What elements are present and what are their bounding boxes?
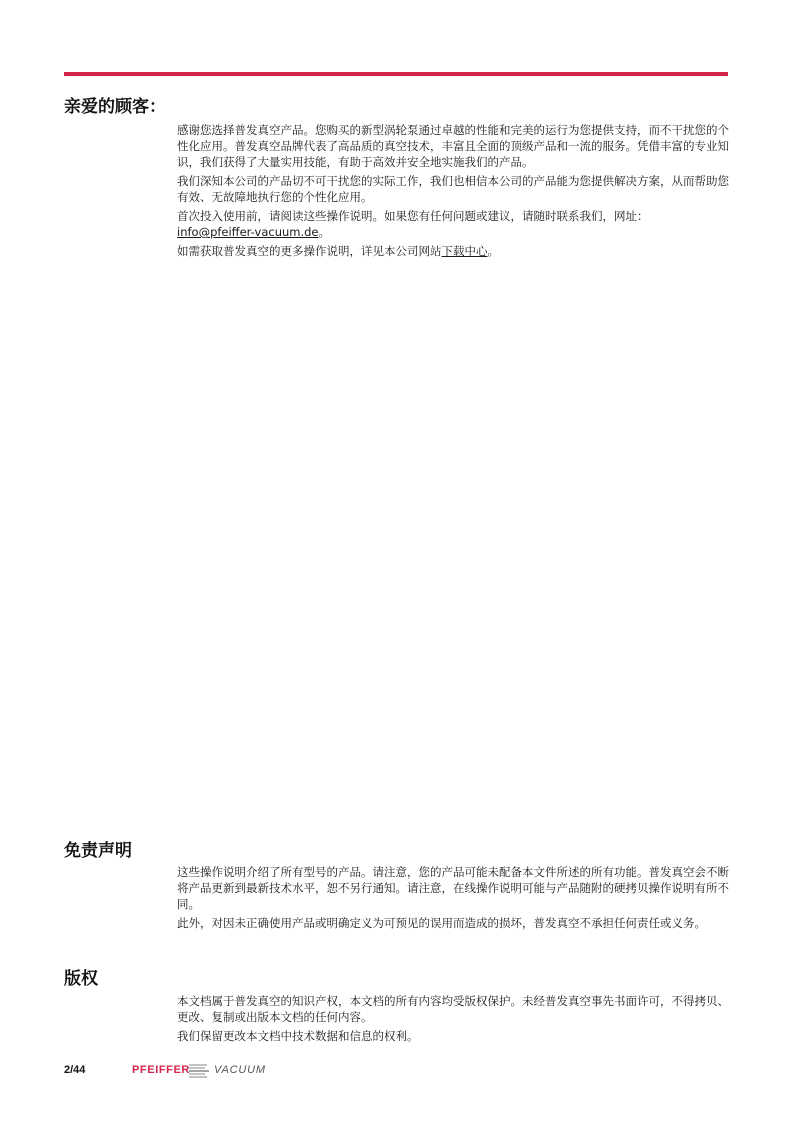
top-accent-rule — [64, 72, 728, 76]
contact-paragraph — [177, 208, 729, 240]
welcome-heading: 亲爱的顾客： — [64, 97, 166, 117]
copyright-heading: 版权 — [64, 969, 98, 989]
logo-swoosh-icon — [187, 1063, 211, 1079]
download-paragraph — [177, 243, 729, 259]
disclaimer-paragraph: 此外，对因未正确使用产品或明确定义为可预见的误用而造成的损坏，普发真空不承担任何责任或义务。 — [177, 916, 706, 930]
disclaimer-body — [177, 864, 729, 934]
contact-text: 首次投入使用前，请阅读这些操作说明。如果您有任何问题或建议，请随时联系我们，网址： — [177, 209, 649, 223]
welcome-body — [177, 122, 729, 262]
logo-wordmark-left: PFEIFFER — [132, 1064, 190, 1076]
welcome-paragraph: 我们深知本公司的产品切不可干扰您的实际工作，我们也相信本公司的产品能为您提供解决方案，从而帮助您有效、无故障地执行您的个性化应用。 — [177, 174, 729, 204]
page-footer — [64, 1062, 364, 1080]
email-link[interactable]: info@pfeiffer-vacuum.de — [177, 225, 319, 239]
copyright-paragraph: 我们保留更改本文档中技术数据和信息的权利。 — [177, 1029, 419, 1043]
disclaimer-paragraph: 这些操作说明介绍了所有型号的产品。请注意，您的产品可能未配备本文件所述的所有功能。普发真空会不断将产品更新到最新技术水平，恕不另行通知。请注意，在线操作说明可能与产品随附的硬拷贝操作说明有所不同。 — [177, 865, 729, 911]
logo-wordmark-right: VACUUM — [214, 1064, 266, 1076]
page-number: 2/44 — [64, 1064, 86, 1076]
download-center-link[interactable]: 下载中心 — [441, 244, 488, 258]
copyright-body — [177, 993, 729, 1047]
download-prefix: 如需获取普发真空的更多操作说明，详见本公司网站 — [177, 244, 442, 258]
download-suffix: 。 — [487, 244, 499, 258]
disclaimer-heading: 免责声明 — [64, 841, 132, 861]
welcome-paragraph: 感谢您选择普发真空产品。您购买的新型涡轮泵通过卓越的性能和完美的运行为您提供支持，而不干扰您的个性化应用。普发真空品牌代表了高品质的真空技术，丰富且全面的顶级产品和一流的服务。凭借丰富的专业知识，我们获得了大量实用技能，有助于高效并安全地实施我们的产品。 — [177, 123, 729, 169]
contact-suffix: 。 — [318, 225, 331, 239]
copyright-paragraph: 本文档属于普发真空的知识产权，本文档的所有内容均受版权保护。未经普发真空事先书面许可，不得拷贝、更改、复制或出版本文档的任何内容。 — [177, 994, 729, 1024]
